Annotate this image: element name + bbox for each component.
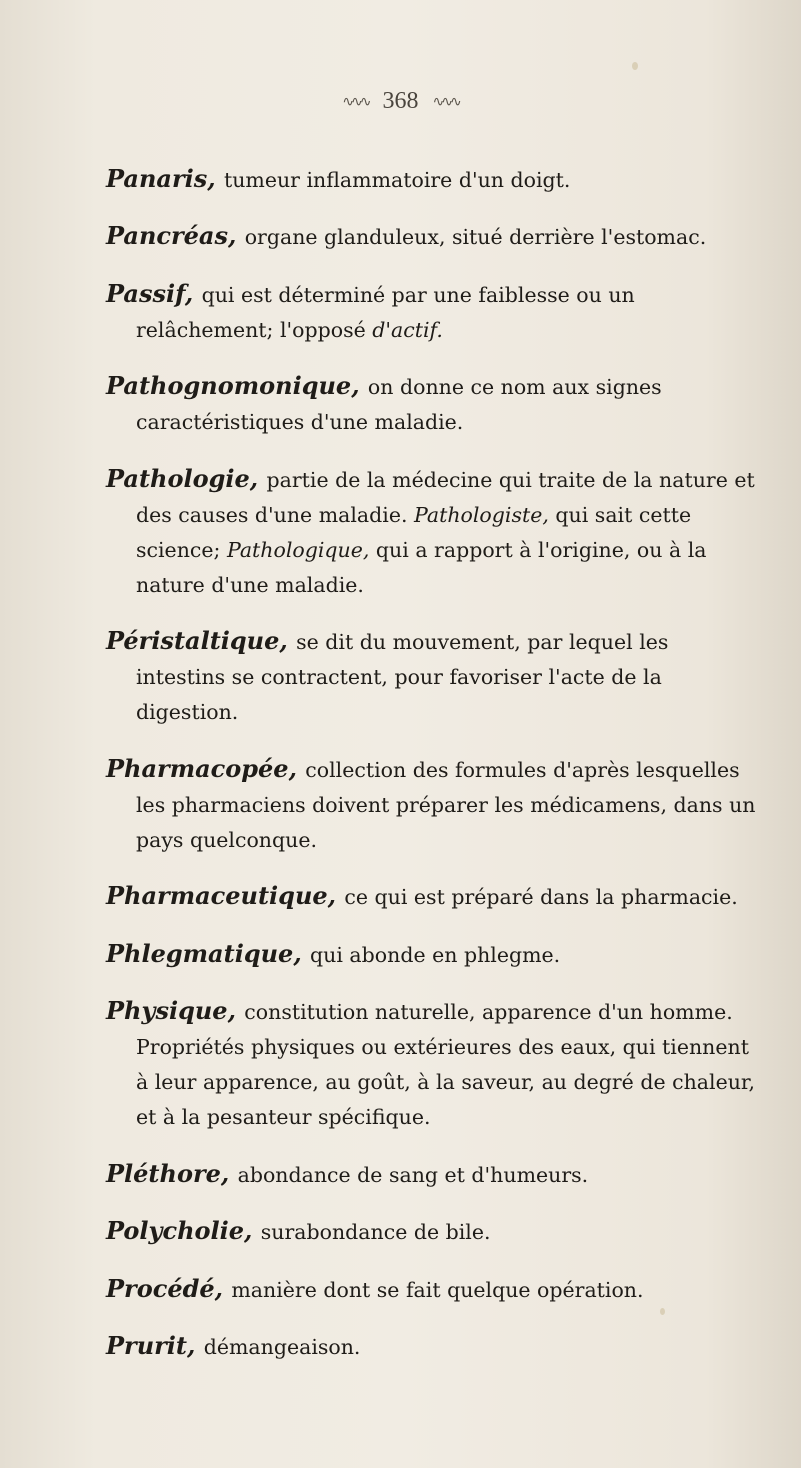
glossary-entry: Pathologie, partie de la médecine qui traite de la nature et des causes d'une maladie. Pathologiste, qui sait cette science; Pathologique, qui a rapport à l'origine, ou à la nature d'une maladie.: [106, 463, 755, 597]
glossary-entry: Polycholie, surabondance de bile.: [106, 1216, 491, 1245]
entry-definition: collection des formules d'après lesquelles les pharmaciens doivent préparer les médicamens, dans un pays quelconque.: [136, 757, 756, 852]
ornament-right-icon: ∿∿∿: [432, 94, 459, 110]
entry-term: Pharmacopée: [106, 753, 289, 783]
glossary-entry: Phlegmatique, qui abonde en phlegme.: [106, 938, 561, 968]
entry-term: Péristaltique: [106, 626, 280, 655]
entry-definition: démangeaison.: [203, 1335, 361, 1359]
entry-term: Phlegmatique: [106, 938, 294, 968]
ornament-left-icon: ∿∿∿: [342, 94, 369, 110]
entry-term: Panaris: [106, 163, 208, 193]
page-number: 368: [382, 88, 419, 114]
page-number-header: [0, 88, 801, 115]
entry-term: Pharmaceutique: [106, 881, 328, 910]
entry-subterm: Pathologiste,: [414, 502, 549, 527]
entry-definition: ce qui est préparé dans la pharmacie.: [344, 885, 738, 909]
glossary-entry: Passif, qui est déterminé par une faiblesse ou un relâchement; l'opposé d'actif.: [106, 278, 635, 342]
glossary-entry: Péristaltique, se dit du mouvement, par lequel les intestins se contractent, pour favoriser l'acte de la digestion.: [106, 626, 669, 724]
entry-term: Pléthore: [106, 1158, 221, 1188]
entry-definition: on donne ce nom aux signes caractéristiques d'une maladie.: [136, 375, 662, 434]
entry-definition: abondance de sang et d'humeurs.: [237, 1162, 589, 1187]
entry-term: Physique: [106, 996, 228, 1025]
entry-definition: qui abonde en phlegme.: [310, 942, 561, 967]
glossary-entry: Physique, constitution naturelle, apparence d'un homme. Propriétés physiques ou extérieures des eaux, qui tiennent à leur apparence, au goût, à la saveur, au degré de chaleur, et à la pesanteur spécifique.: [106, 996, 755, 1129]
entry-term: Pathologie: [106, 463, 250, 493]
entry-term: Pathognomonique: [106, 371, 352, 400]
glossary-entry: Panaris, tumeur inflammatoire d'un doigt.: [106, 163, 571, 193]
glossary-entry: Pharmaceutique, ce qui est préparé dans la pharmacie.: [106, 881, 738, 910]
entry-definition: organe glanduleux, situé derrière l'estomac.: [244, 225, 707, 249]
entry-definition: qui est déterminé par une faiblesse ou un relâchement; l'opposé: [136, 282, 635, 342]
glossary-entry: Pléthore, abondance de sang et d'humeurs.: [106, 1158, 589, 1188]
entry-definition: constitution naturelle, apparence d'un homme. Propriétés physiques ou extérieures des eaux, qui tiennent à leur apparence, au goût, à la saveur, au degré de chaleur, et à la pesanteur spécifique.: [136, 1000, 755, 1129]
glossary-entry: Pathognomonique, on donne ce nom aux signes caractéristiques d'une maladie.: [106, 371, 662, 434]
entry-definition: surabondance de bile.: [260, 1220, 491, 1244]
entry-subterm-definition: qui a rapport à l'origine, ou à la nature d'une maladie.: [136, 537, 707, 597]
glossary-entry: Prurit, démangeaison.: [106, 1331, 361, 1360]
entry-subterm-definition: qui sait cette science;: [136, 502, 692, 562]
entry-term: Procédé: [106, 1273, 215, 1303]
entry-definition: tumeur inflammatoire d'un doigt.: [223, 167, 571, 192]
entry-definition: manière dont se fait quelque opération.: [231, 1277, 644, 1302]
glossary-entry: Pancréas, organe glanduleux, situé derrière l'estomac.: [106, 221, 707, 250]
paper-stain: [632, 62, 638, 70]
glossary-entry: Pharmacopée, collection des formules d'après lesquelles les pharmaciens doivent préparer les médicamens, dans un pays quelconque.: [106, 753, 756, 852]
entry-cross-reference: d'actif.: [372, 317, 443, 342]
entry-term: Pancréas: [106, 221, 228, 250]
entry-definition: se dit du mouvement, par lequel les intestins se contractent, pour favoriser l'acte de la digestion.: [136, 630, 669, 724]
entry-term: Passif: [106, 278, 185, 308]
entry-definition: partie de la médecine qui traite de la nature et des causes d'une maladie.: [136, 467, 755, 527]
glossary-entry: Procédé, manière dont se fait quelque opération.: [106, 1273, 644, 1303]
glossary-entries: [106, 140, 761, 1381]
entry-term: Polycholie: [106, 1216, 245, 1245]
entry-term: Prurit: [106, 1331, 187, 1360]
entry-subterm: Pathologique,: [226, 537, 370, 562]
